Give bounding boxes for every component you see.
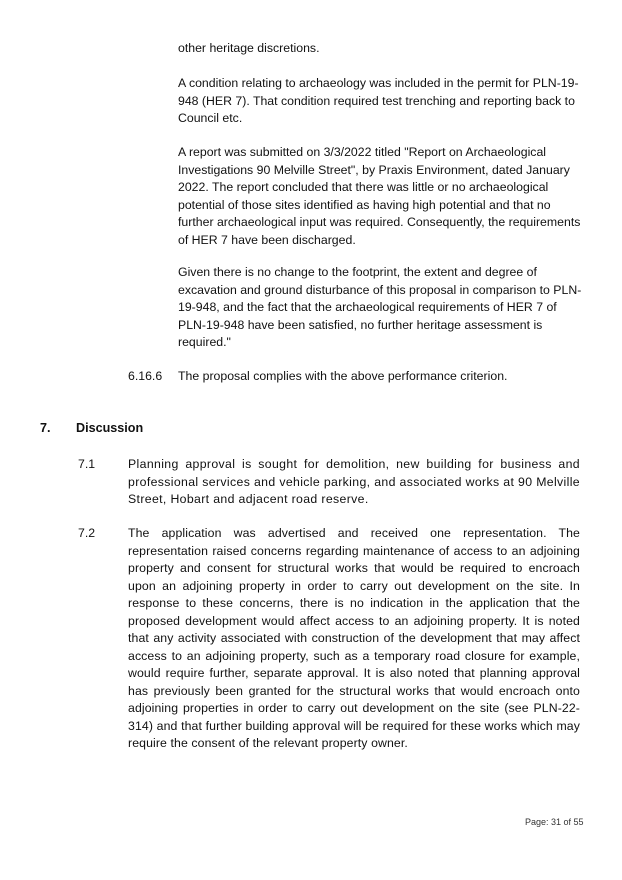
quote-text: A report was submitted on 3/3/2022 titled "Report on Archaeological Investigations 90 Melville Street", by Praxis Environment, dated January 2022. The report concluded that there was little or no archaeological potential of those sites identified as having high potential and that no further archaeological input was required. Consequently, the requirements of HER 7 have been discharged.	[178, 145, 581, 247]
quote-text: other heritage discretions.	[178, 41, 320, 55]
quoted-paragraph-1	[178, 40, 583, 58]
quoted-paragraph-2	[178, 75, 583, 128]
quote-text: A condition relating to archaeology was included in the permit for PLN-19-948 (HER 7). That condition required test trenching and reporting back to Council etc.	[178, 76, 579, 125]
clause-text: The proposal complies with the above performance criterion.	[178, 369, 508, 383]
section-title: Discussion	[76, 421, 144, 435]
item-number: 7.1	[78, 457, 96, 471]
quoted-paragraph-3	[178, 144, 583, 249]
item-number: 7.2	[78, 526, 96, 540]
item-text: Planning approval is sought for demolition, new building for business and professional services and vehicle parking, and associated works at 90 Melville Street, Hobart and adjacent road reserve.	[128, 457, 580, 506]
item-text: The application was advertised and received one representation. The representation raised concerns regarding maintenance of access to an adjoining property and consent for structural works that would be required to encroach upon an adjoining property in order to carry out development on the site. In response to these concerns, there is no indication in the application that the proposed development would affect access to an adjoining property. It is noted that any activity associated with construction of the development that may affect access to an adjoining property, such as a temporary road closure for example, would require further, separate approval. It is also noted that planning approval has previously been granted for the structural works that would encroach onto adjoining properties in order to carry out development on the site (see PLN-22-314) and that further building approval will be required for these works which may require the consent of the relevant property owner.	[128, 526, 580, 750]
clause-number: 6.16.6	[128, 369, 163, 383]
quote-text: Given there is no change to the footprint, the extent and degree of excavation and ground disturbance of this proposal in comparison to PLN-19-948, and the fact that the archaeological requirements of HER 7 of PLN-19-948 have been satisfied, no further heritage assessment is required."	[178, 265, 582, 349]
page-number: Page: 31 of 55	[525, 817, 584, 827]
quoted-paragraph-4	[178, 264, 583, 352]
section-number: 7.	[40, 421, 51, 435]
